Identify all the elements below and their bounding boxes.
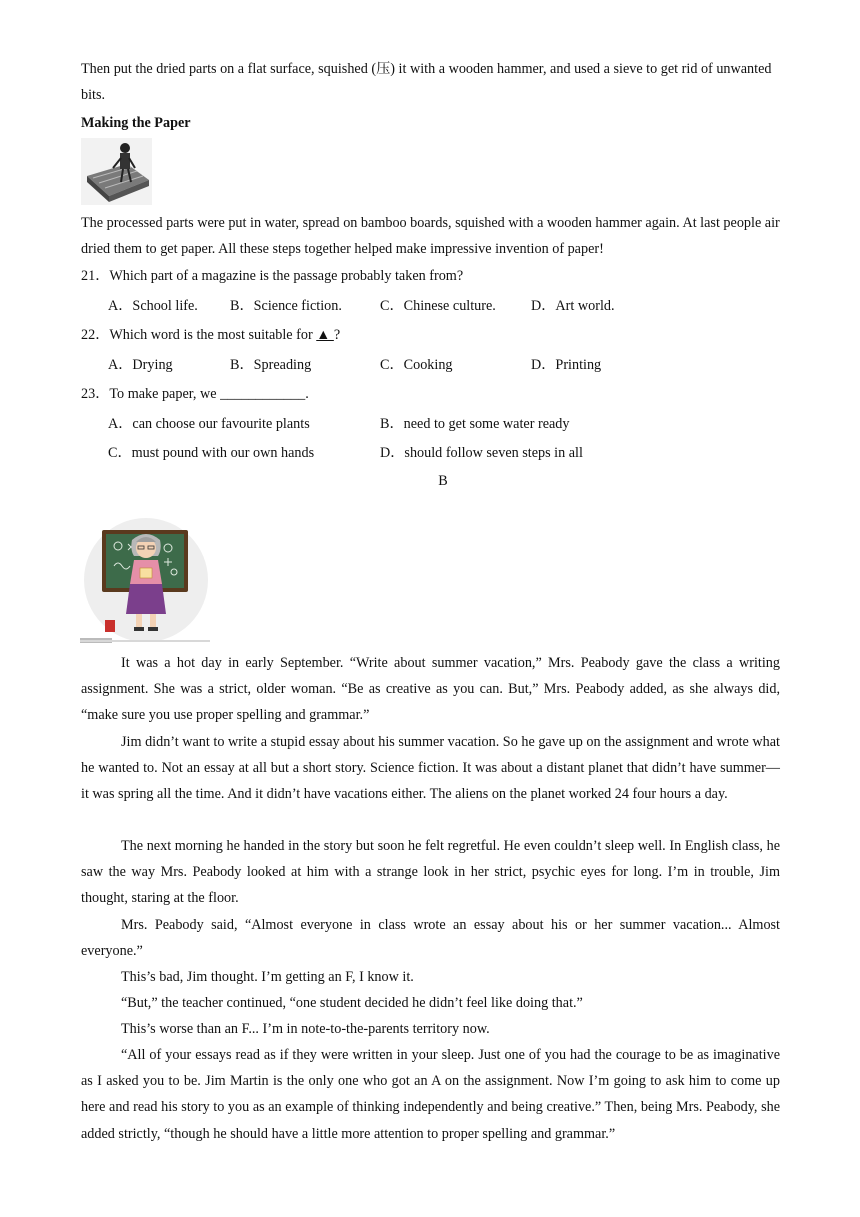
question-22-stem <box>81 325 340 345</box>
section-b-label: B <box>438 473 448 489</box>
q22-option-d[interactable]: D．Printing <box>531 357 602 373</box>
paper-making-illustration <box>81 138 152 205</box>
paragraph-drying-step: Then put the dried parts on a flat surface, squished (压) it with a wooden hammer, and used a sieve to get rid of unwanted bits. <box>81 61 772 104</box>
teacher-illustration <box>80 500 210 645</box>
question-21-stem: 21．Which part of a magazine is the passage probably taken from? <box>81 268 464 284</box>
story-paragraph-6: “But,” the teacher continued, “one student decided he didn’t feel like doing that.” <box>121 995 583 1011</box>
story-paragraph-1: It was a hot day in early September. “Write about summer vacation,” Mrs. Peabody gave the class a writing assignment. She was a strict, older woman. “Be as creative as you can. But,” Mrs. Peabody added, as she always did, “make sure you use proper spelling and grammar.” <box>81 655 780 724</box>
q23-option-c[interactable]: C．must pound with our own hands <box>108 445 315 461</box>
story-paragraph-2: Jim didn’t want to write a stupid essay about his summer vacation. So he gave up on the assignment and wrote what he wanted to. Not an essay at all but a short story. Science fiction. It was about a distant planet that didn’t have summer—it was spring all the time. And it didn’t have vacations either. The aliens on the planet worked 24 four hours a day. <box>81 734 780 803</box>
story-paragraph-3: The next morning he handed in the story but soon he felt regretful. He even couldn’t sleep well. In English class, he saw the way Mrs. Peabody looked at him with a strange look in her strict, psychic eyes for long. I’m in trouble, Jim thought, staring at the floor. <box>81 838 780 907</box>
story-paragraph-7: This’s worse than an F... I’m in note-to-the-parents territory now. <box>121 1021 490 1037</box>
q23-option-b[interactable]: B．need to get some water ready <box>380 416 570 432</box>
q21-option-d[interactable]: D．Art world. <box>531 298 615 314</box>
q21-option-c[interactable]: C．Chinese culture. <box>380 298 496 314</box>
q22-stem-end: ? <box>333 327 341 343</box>
paragraph-processing: The processed parts were put in water, spread on bamboo boards, squished with a wooden hammer again. At last people air dried them to get paper. All these steps together helped make impressive invention of paper! <box>81 215 780 258</box>
question-23-stem: 23．To make paper, we ____________. <box>81 386 309 402</box>
q23-option-a[interactable]: A．can choose our favourite plants <box>108 416 310 432</box>
q22-blank-marker: ▲ <box>316 327 334 343</box>
q22-option-c[interactable]: C．Cooking <box>380 357 453 373</box>
q22-option-b[interactable]: B．Spreading <box>230 357 312 373</box>
q21-option-b[interactable]: B．Science fiction. <box>230 298 342 314</box>
story-paragraph-5: This’s bad, Jim thought. I’m getting an F, I know it. <box>121 969 414 985</box>
q22-option-a[interactable]: A．Drying <box>108 357 173 373</box>
heading-making-the-paper: Making the Paper <box>81 115 191 131</box>
story-paragraph-8: “All of your essays read as if they were written in your sleep. Just one of you had the courage to be as imaginative as I asked you to be. Jim Martin is the only one who got an A on the assignment. Now I’m going to ask him to come up here and read his story to you as an example of thinking independently and being creative.” Then, being Mrs. Peabody, she added strictly, “though he should have a little more attention to proper spelling and grammar.” <box>81 1047 780 1142</box>
story-paragraph-4: Mrs. Peabody said, “Almost everyone in class wrote an essay about his or her summer vacation... Almost everyone.” <box>81 917 780 960</box>
q21-option-a[interactable]: A．School life. <box>108 298 198 314</box>
q22-stem-text: 22．Which word is the most suitable for <box>81 327 317 343</box>
q23-option-d[interactable]: D．should follow seven steps in all <box>380 445 583 461</box>
